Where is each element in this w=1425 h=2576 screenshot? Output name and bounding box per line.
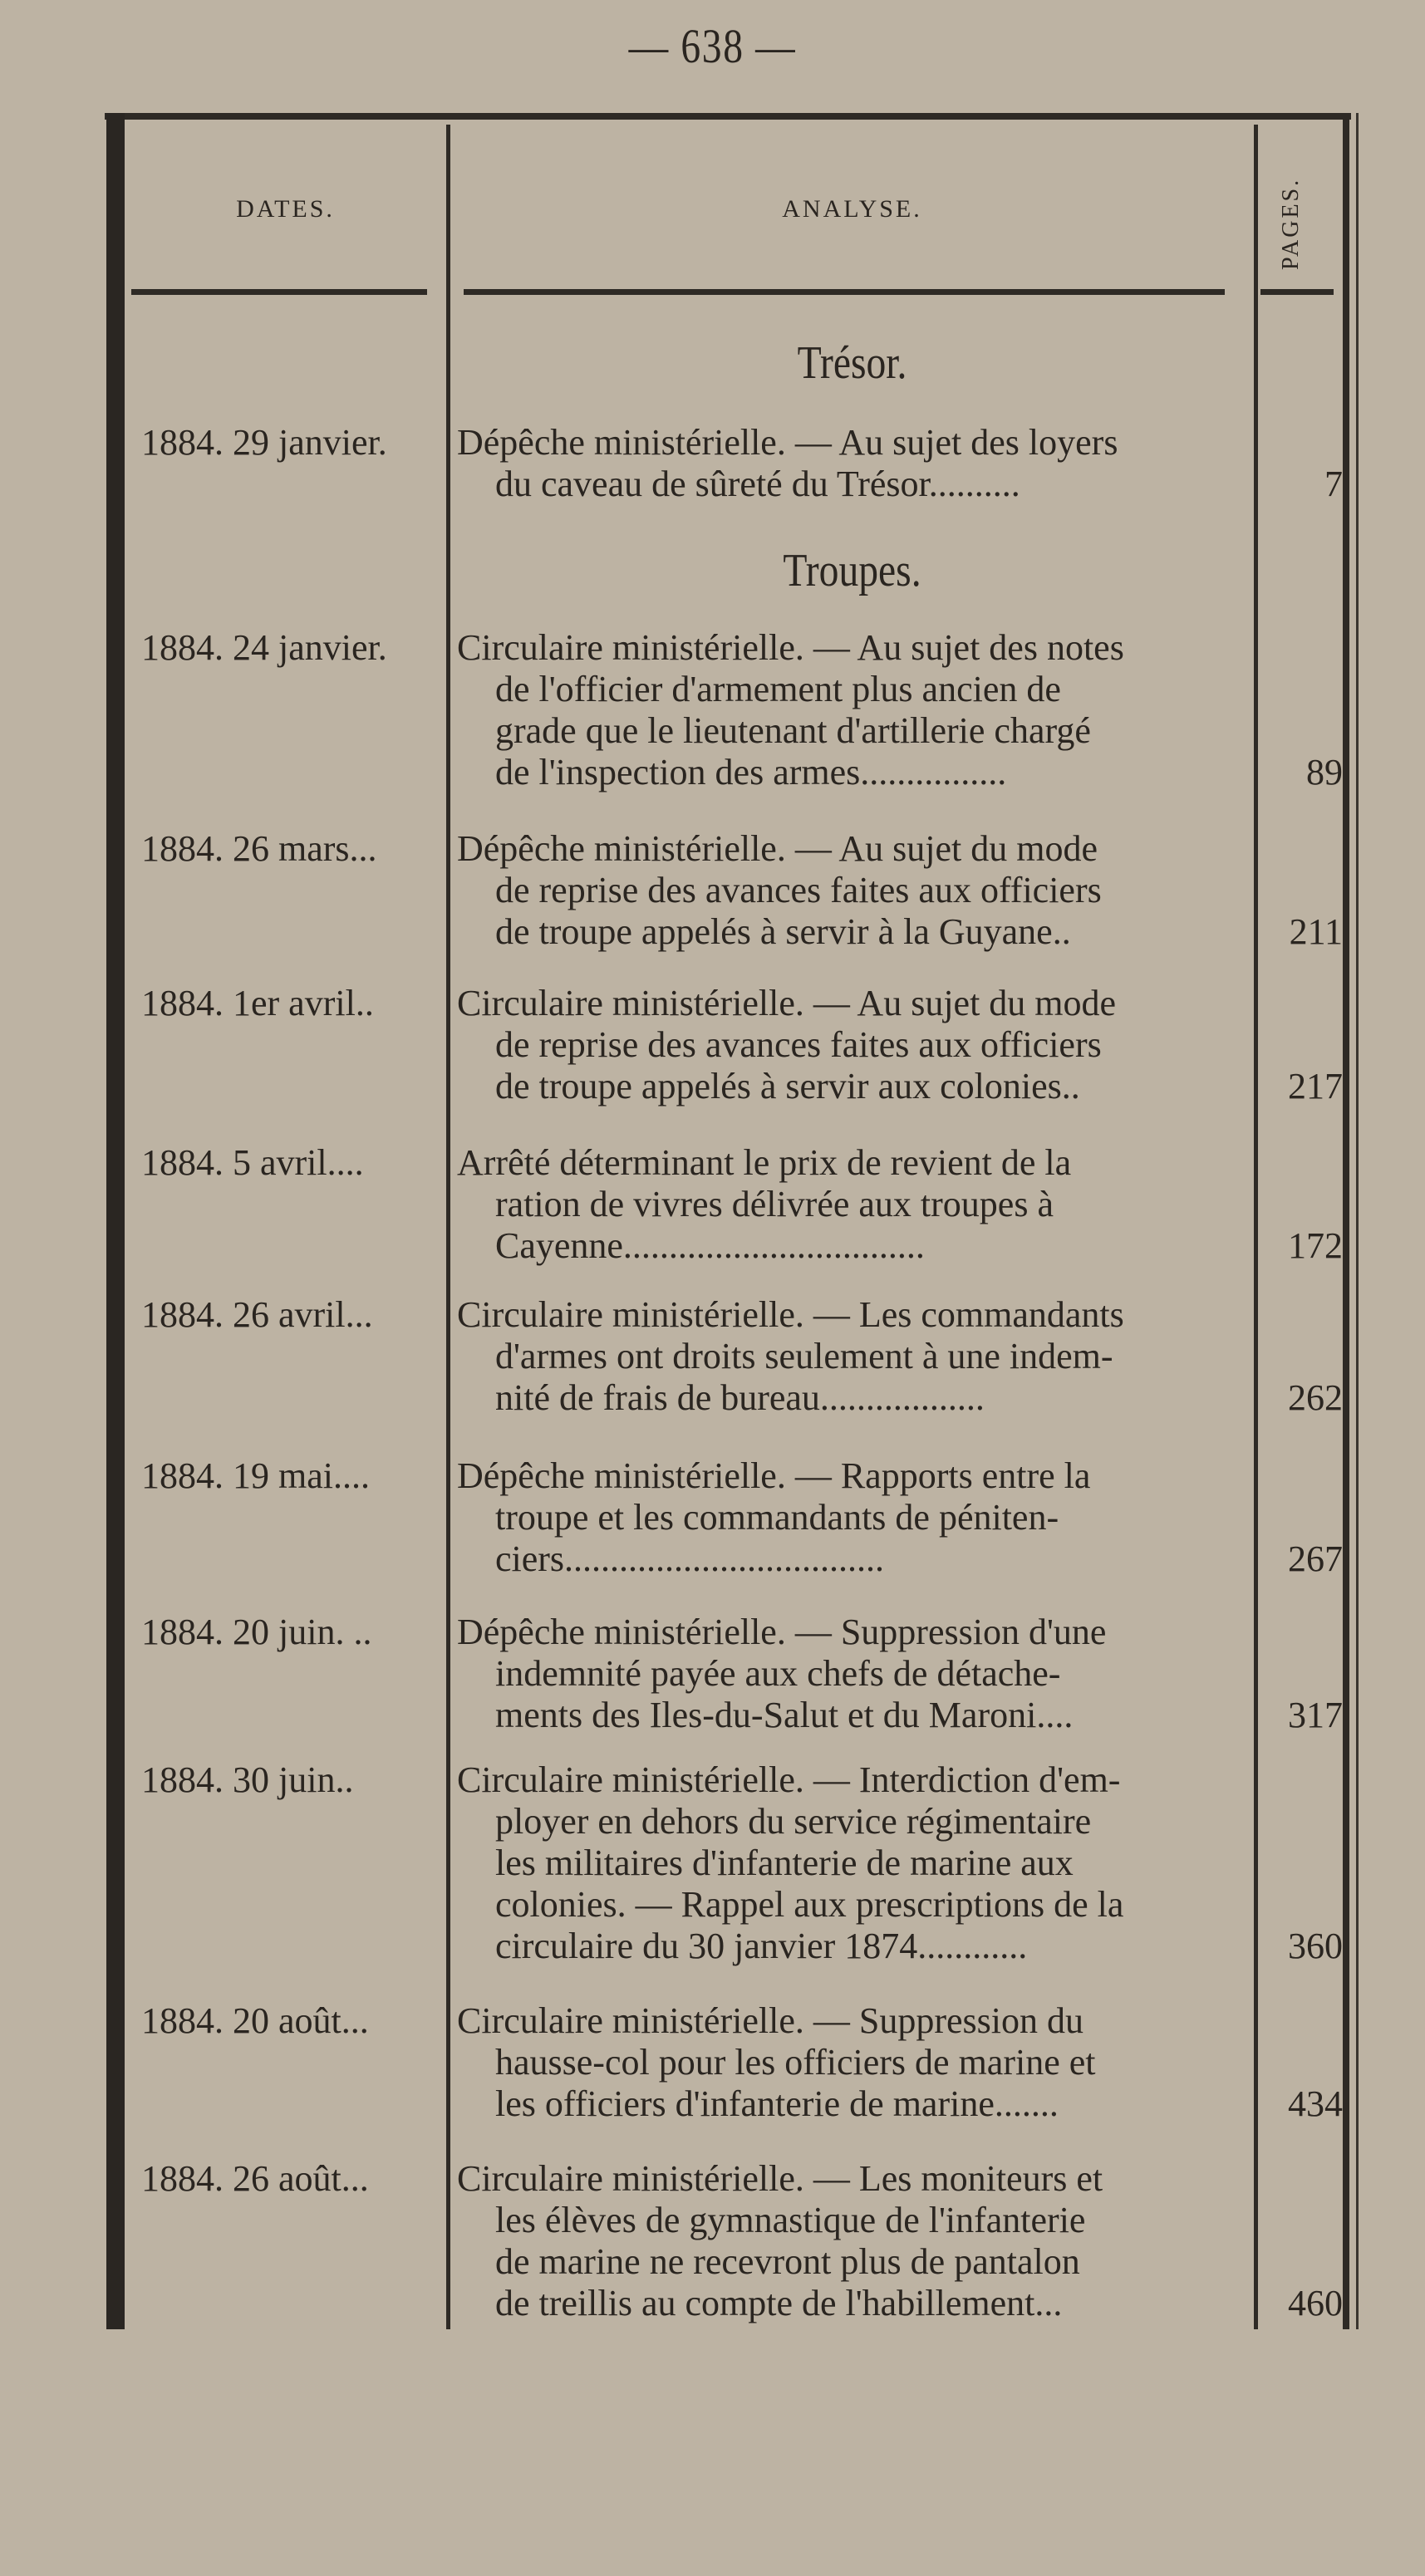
analysis-line: Circulaire ministérielle. — Suppression du xyxy=(457,2000,1083,2041)
entry-date: 1884. 29 janvier. xyxy=(141,422,387,463)
entry-date: 1884. 26 août... xyxy=(141,2158,369,2199)
entry-page: 434 xyxy=(1288,2083,1343,2124)
entry-analysis xyxy=(457,2158,1238,2324)
analysis-line: les officiers d'infanterie de marine....... xyxy=(495,2083,1059,2124)
analysis-line: Dépêche ministérielle. — Au sujet des loyers xyxy=(457,422,1118,463)
analysis-line: du caveau de sûreté du Trésor.......... xyxy=(495,464,1020,504)
analysis-line: de reprise des avances faites aux officiers xyxy=(495,1024,1102,1065)
entry-analysis xyxy=(457,1612,1238,1736)
header-rule-analyse xyxy=(464,289,1225,295)
entry-date: 1884. 20 juin. .. xyxy=(141,1612,372,1652)
entry-analysis xyxy=(457,1142,1238,1267)
analysis-line: circulaire du 30 janvier 1874............ xyxy=(495,1926,1028,1966)
entry-analysis xyxy=(457,422,1238,505)
analysis-line: ployer en dehors du service régimentaire xyxy=(495,1801,1092,1842)
column-header-analyse: ANALYSE. xyxy=(782,195,922,223)
analysis-line: de treillis au compte de l'habillement... xyxy=(495,2283,1063,2323)
column-divider-dates xyxy=(446,125,450,2329)
analysis-line: ration de vivres délivrée aux troupes à xyxy=(495,1184,1054,1224)
entry-page: 317 xyxy=(1288,1695,1343,1735)
analysis-line: Circulaire ministérielle. — Interdiction d'em- xyxy=(457,1759,1121,1800)
analysis-line: Cayenne................................. xyxy=(495,1225,925,1266)
section-title-troupes: Troupes. xyxy=(783,545,921,596)
entry-analysis xyxy=(457,627,1238,793)
entry-date: 1884. 26 mars... xyxy=(141,828,377,869)
analysis-line: Dépêche ministérielle. — Rapports entre la xyxy=(457,1455,1091,1496)
section-title-tresor: Trésor. xyxy=(797,337,907,389)
frame-right-border-inner xyxy=(1356,113,1359,2329)
header-rule-pages xyxy=(1260,289,1334,295)
entry-analysis xyxy=(457,1759,1238,1967)
entry-page: 267 xyxy=(1288,1538,1343,1579)
entry-analysis xyxy=(457,983,1238,1107)
entry-date: 1884. 5 avril.... xyxy=(141,1142,364,1183)
analysis-line: nité de frais de bureau.................. xyxy=(495,1377,985,1418)
entry-page: 7 xyxy=(1324,464,1343,504)
entry-page: 211 xyxy=(1289,911,1343,952)
frame-top-border xyxy=(105,113,1351,120)
entry-page: 262 xyxy=(1288,1377,1343,1418)
entry-date: 1884. 20 août... xyxy=(141,2000,369,2041)
analysis-line: les élèves de gymnastique de l'infanterie xyxy=(495,2200,1086,2240)
frame-right-border xyxy=(1343,113,1349,2329)
analysis-line: hausse-col pour les officiers de marine et xyxy=(495,2042,1096,2083)
analysis-line: ciers................................... xyxy=(495,1538,885,1579)
analysis-line: Arrêté déterminant le prix de revient de la xyxy=(457,1142,1072,1183)
analysis-line: de l'inspection des armes................ xyxy=(495,752,1007,792)
entry-analysis xyxy=(457,2000,1238,2125)
entry-analysis xyxy=(457,828,1238,953)
analysis-line: de l'officier d'armement plus ancien de xyxy=(495,669,1061,709)
analysis-line: Circulaire ministérielle. — Au sujet des notes xyxy=(457,627,1124,668)
header-rule-dates xyxy=(131,289,427,295)
frame-left-border xyxy=(106,113,125,2329)
analysis-line: troupe et les commandants de péniten- xyxy=(495,1497,1059,1538)
column-header-pages: PAGES. xyxy=(1278,177,1304,270)
entry-date: 1884. 19 mai.... xyxy=(141,1455,370,1496)
page-number: — 638 — xyxy=(628,19,797,73)
analysis-line: colonies. — Rappel aux prescriptions de la xyxy=(495,1884,1124,1925)
analysis-line: de marine ne recevront plus de pantalon xyxy=(495,2241,1080,2282)
entry-analysis xyxy=(457,1294,1238,1419)
entry-date: 1884. 1er avril.. xyxy=(141,983,374,1023)
entry-page: 172 xyxy=(1288,1225,1343,1266)
entry-page: 89 xyxy=(1306,752,1343,792)
analysis-line: de reprise des avances faites aux officiers xyxy=(495,870,1102,910)
analysis-line: de troupe appelés à servir à la Guyane.. xyxy=(495,911,1071,952)
entry-page: 217 xyxy=(1288,1066,1343,1106)
entry-page: 460 xyxy=(1288,2283,1343,2323)
analysis-line: les militaires d'infanterie de marine aux xyxy=(495,1842,1074,1883)
entry-analysis xyxy=(457,1455,1238,1580)
analysis-line: Dépêche ministérielle. — Suppression d'une xyxy=(457,1612,1107,1652)
entry-date: 1884. 30 juin.. xyxy=(141,1759,354,1800)
analysis-line: de troupe appelés à servir aux colonies.. xyxy=(495,1066,1080,1106)
entry-page: 360 xyxy=(1288,1926,1343,1966)
analysis-line: Circulaire ministérielle. — Les commandants xyxy=(457,1294,1124,1335)
entry-date: 1884. 24 janvier. xyxy=(141,627,387,668)
column-header-dates: DATES. xyxy=(236,195,335,223)
analysis-line: d'armes ont droits seulement à une indem- xyxy=(495,1336,1113,1376)
analysis-line: ments des Iles-du-Salut et du Maroni.... xyxy=(495,1695,1074,1735)
analysis-line: grade que le lieutenant d'artillerie chargé xyxy=(495,710,1091,751)
entry-date: 1884. 26 avril... xyxy=(141,1294,373,1335)
analysis-line: indemnité payée aux chefs de détache- xyxy=(495,1653,1061,1694)
analysis-line: Circulaire ministérielle. — Au sujet du mode xyxy=(457,983,1117,1023)
analysis-line: Circulaire ministérielle. — Les moniteurs et xyxy=(457,2158,1103,2199)
analysis-line: Dépêche ministérielle. — Au sujet du mode xyxy=(457,828,1098,869)
